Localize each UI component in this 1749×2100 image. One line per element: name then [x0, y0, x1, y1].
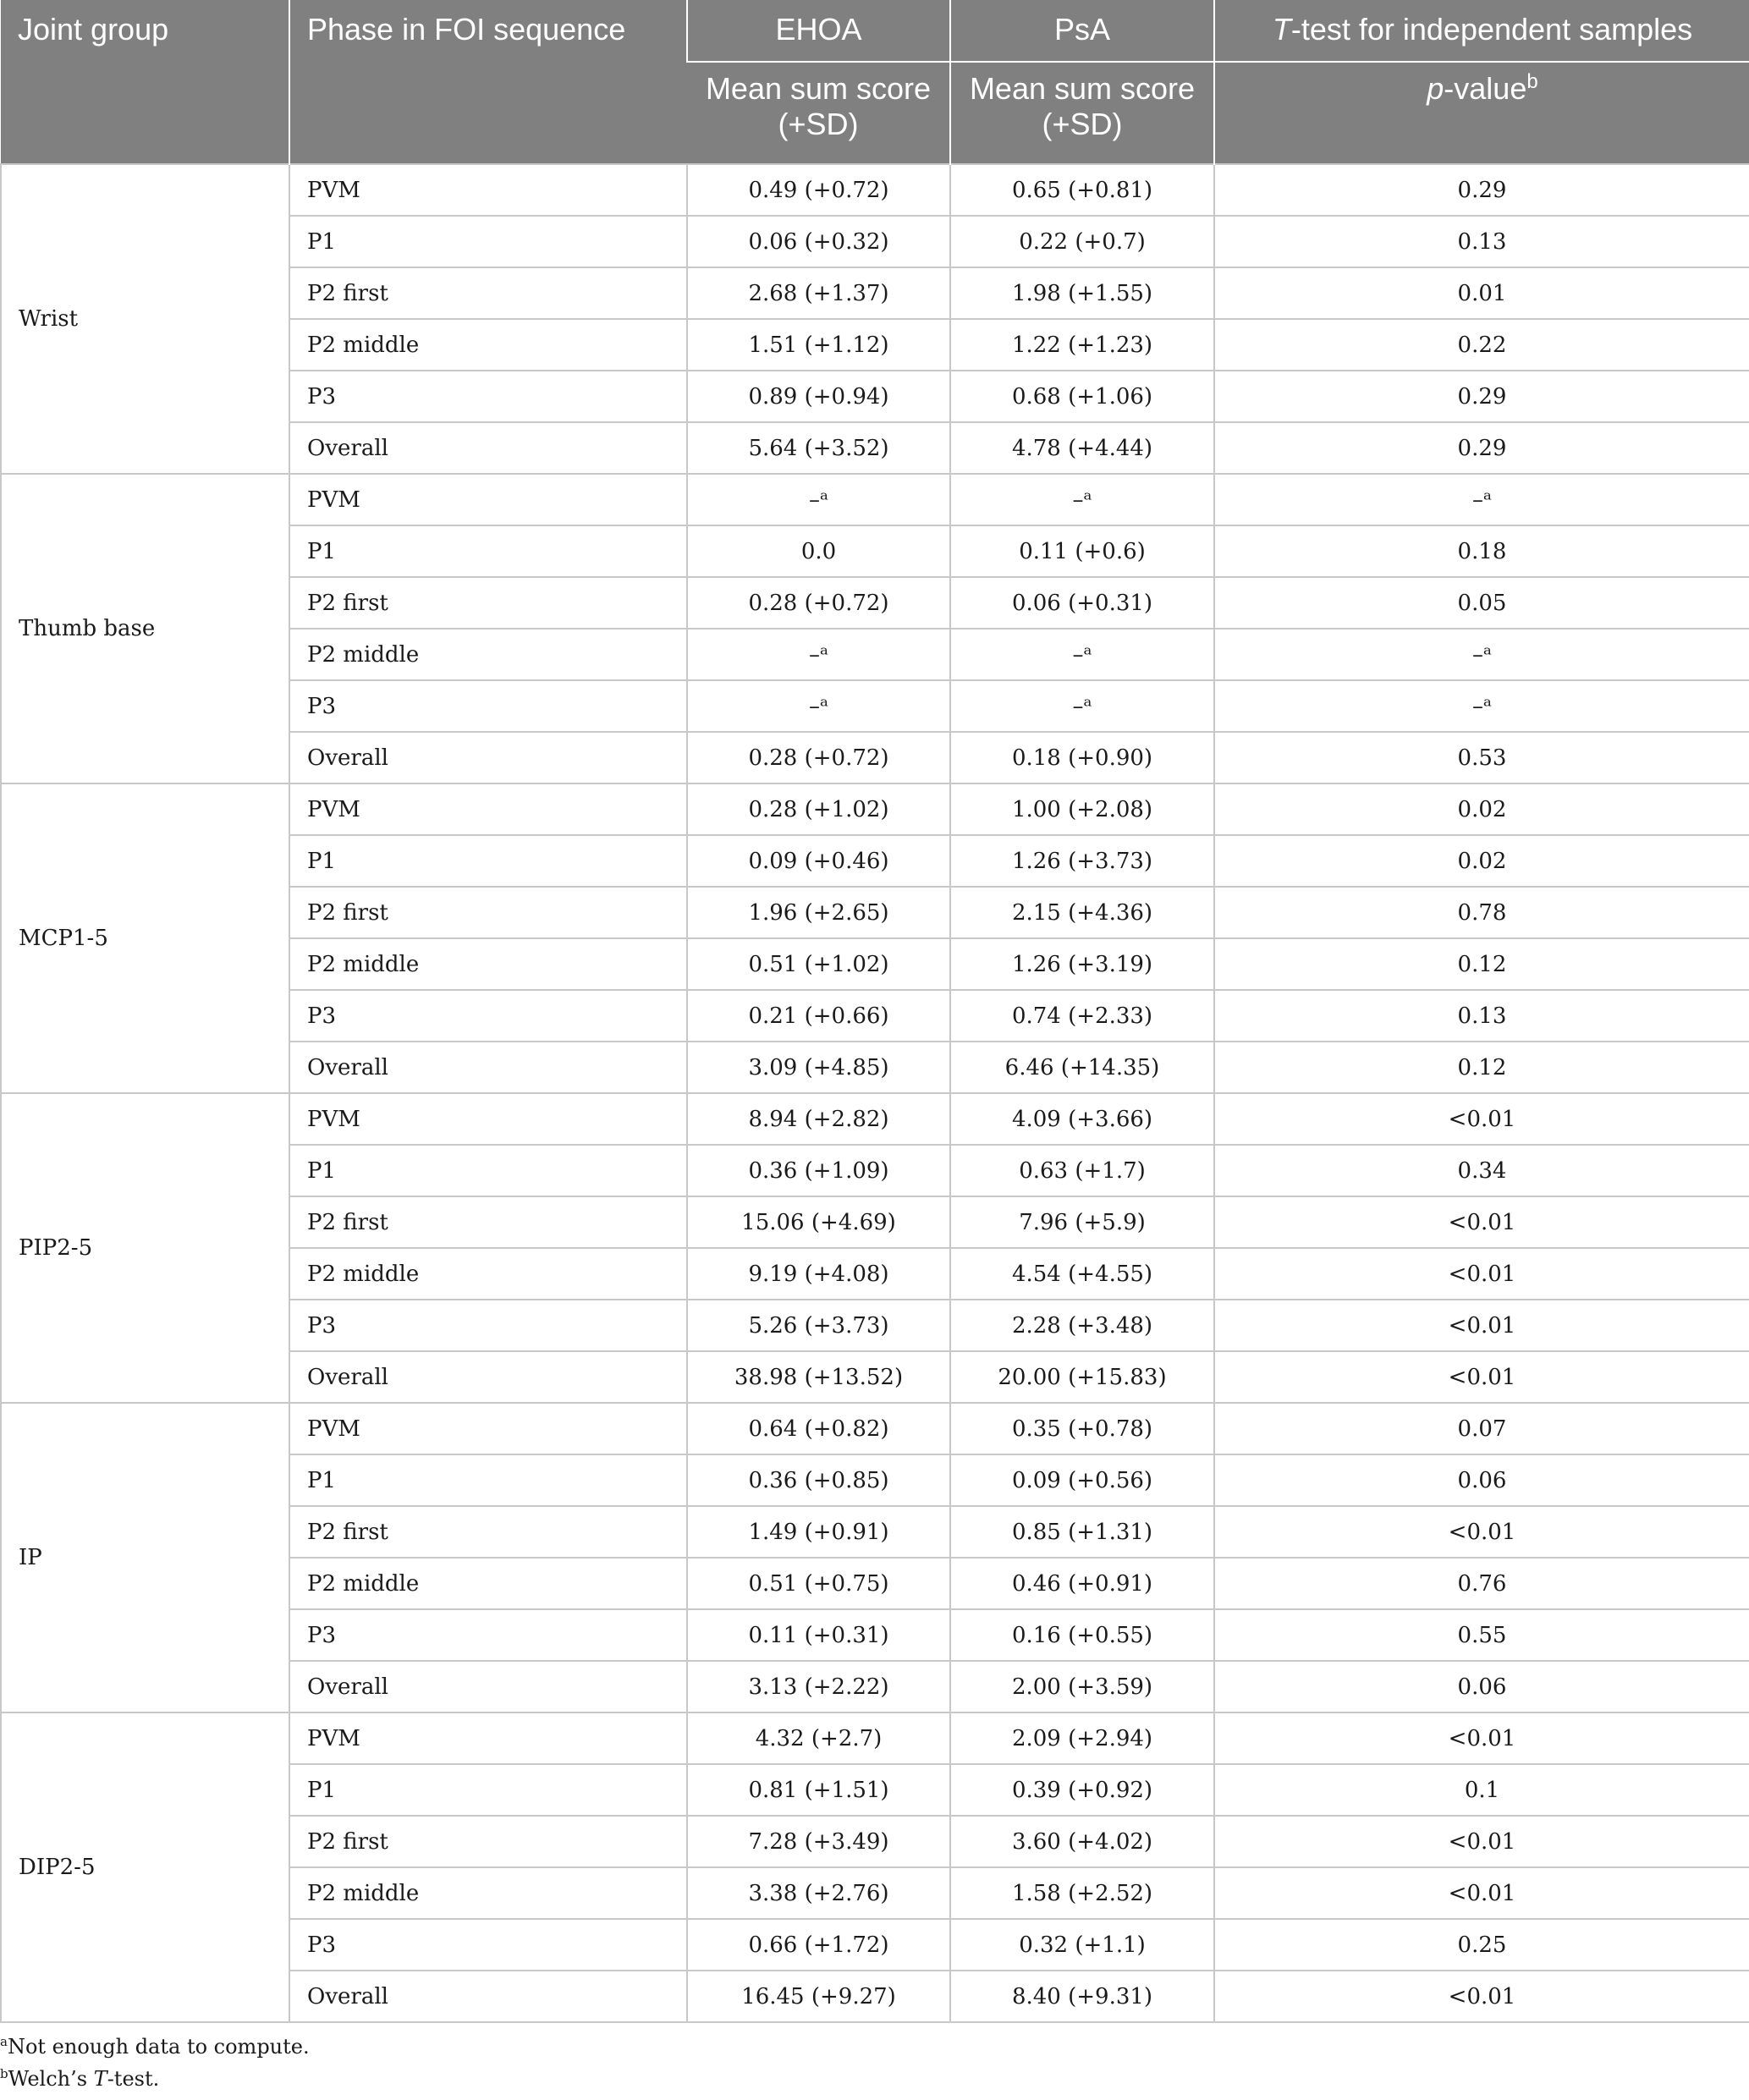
joint-group-cell: PIP2-5	[1, 1093, 289, 1403]
ehoa-cell: 0.0	[687, 525, 950, 577]
phase-cell: PVM	[289, 164, 687, 216]
pvalue-cell: 0.06	[1214, 1661, 1749, 1712]
header-ttest-italic: T	[1272, 12, 1291, 47]
phase-cell: Overall	[289, 1971, 687, 2022]
ehoa-cell: 0.51 (+0.75)	[687, 1558, 950, 1609]
header-ttest	[1214, 0, 1749, 62]
ehoa-cell: 15.06 (+4.69)	[687, 1196, 950, 1248]
header-phase: Phase in FOI sequence	[289, 0, 687, 164]
phase-cell: PVM	[289, 474, 687, 525]
header-joint-group: Joint group	[1, 0, 289, 164]
pvalue-cell: <0.01	[1214, 1196, 1749, 1248]
ehoa-cell: 5.64 (+3.52)	[687, 422, 950, 474]
psa-cell: 0.35 (+0.78)	[950, 1403, 1214, 1454]
pvalue-cell: <0.01	[1214, 1867, 1749, 1919]
footnote-a-mark: a	[0, 2034, 8, 2049]
phase-cell: P1	[289, 1454, 687, 1506]
footnotes	[0, 2031, 310, 2095]
pvalue-cell: 0.76	[1214, 1558, 1749, 1609]
psa-cell: 0.32 (+1.1)	[950, 1919, 1214, 1971]
phase-cell: P1	[289, 525, 687, 577]
header-ehoa: EHOA	[687, 0, 950, 62]
pvalue-cell: 0.29	[1214, 164, 1749, 216]
pvalue-cell: 0.02	[1214, 783, 1749, 835]
psa-cell: 0.11 (+0.6)	[950, 525, 1214, 577]
pvalue-cell: 0.13	[1214, 216, 1749, 267]
psa-cell: 0.22 (+0.7)	[950, 216, 1214, 267]
ehoa-cell: –ᵃ	[687, 474, 950, 525]
ehoa-cell: 0.21 (+0.66)	[687, 990, 950, 1042]
pvalue-cell: 0.25	[1214, 1919, 1749, 1971]
pvalue-cell: –ᵃ	[1214, 474, 1749, 525]
phase-cell: PVM	[289, 783, 687, 835]
footnote-a	[0, 2031, 310, 2063]
phase-cell: P2 middle	[289, 938, 687, 990]
pvalue-cell: 0.13	[1214, 990, 1749, 1042]
phase-cell: P2 first	[289, 887, 687, 938]
phase-cell: P3	[289, 1609, 687, 1661]
psa-cell: 4.54 (+4.55)	[950, 1248, 1214, 1300]
phase-cell: P2 middle	[289, 1248, 687, 1300]
ehoa-cell: 1.49 (+0.91)	[687, 1506, 950, 1558]
ehoa-cell: 16.45 (+9.27)	[687, 1971, 950, 2022]
ehoa-cell: 0.28 (+0.72)	[687, 577, 950, 629]
joint-group-cell: MCP1-5	[1, 783, 289, 1093]
joint-group-cell: Thumb base	[1, 474, 289, 783]
psa-cell: 1.98 (+1.55)	[950, 267, 1214, 319]
psa-cell: 8.40 (+9.31)	[950, 1971, 1214, 2022]
ehoa-cell: 0.28 (+0.72)	[687, 732, 950, 783]
pvalue-cell: 0.02	[1214, 835, 1749, 887]
pvalue-cell: 0.78	[1214, 887, 1749, 938]
phase-cell: P2 first	[289, 1816, 687, 1867]
psa-cell: 0.68 (+1.06)	[950, 371, 1214, 422]
footnote-b-text-italic: T	[93, 2067, 107, 2091]
footnote-a-text: Not enough data to compute.	[7, 2035, 310, 2059]
ehoa-cell: 1.51 (+1.12)	[687, 319, 950, 371]
psa-cell: 2.00 (+3.59)	[950, 1661, 1214, 1712]
footnote-b-mark: b	[0, 2066, 8, 2081]
phase-cell: P2 first	[289, 1506, 687, 1558]
header-row	[1, 0, 1749, 62]
phase-cell: P2 middle	[289, 1558, 687, 1609]
psa-cell: 0.06 (+0.31)	[950, 577, 1214, 629]
ehoa-cell: 0.49 (+0.72)	[687, 164, 950, 216]
pvalue-cell: 0.01	[1214, 267, 1749, 319]
phase-cell: P3	[289, 990, 687, 1042]
phase-cell: P1	[289, 216, 687, 267]
ehoa-cell: 0.09 (+0.46)	[687, 835, 950, 887]
psa-cell: 0.65 (+0.81)	[950, 164, 1214, 216]
pvalue-cell: 0.29	[1214, 371, 1749, 422]
phase-cell: Overall	[289, 422, 687, 474]
ehoa-cell: 38.98 (+13.52)	[687, 1351, 950, 1403]
psa-cell: 0.09 (+0.56)	[950, 1454, 1214, 1506]
phase-cell: P2 middle	[289, 629, 687, 680]
table-row	[1, 783, 1749, 835]
psa-cell: 1.26 (+3.19)	[950, 938, 1214, 990]
psa-cell: 0.18 (+0.90)	[950, 732, 1214, 783]
phase-cell: Overall	[289, 732, 687, 783]
psa-cell: –ᵃ	[950, 629, 1214, 680]
ehoa-cell: 0.06 (+0.32)	[687, 216, 950, 267]
phase-cell: P2 middle	[289, 1867, 687, 1919]
psa-cell: 0.46 (+0.91)	[950, 1558, 1214, 1609]
ehoa-cell: 2.68 (+1.37)	[687, 267, 950, 319]
psa-cell: 1.58 (+2.52)	[950, 1867, 1214, 1919]
psa-cell: 0.74 (+2.33)	[950, 990, 1214, 1042]
subheader-ehoa: Mean sum score (+SD)	[687, 62, 950, 164]
pvalue-cell: <0.01	[1214, 1506, 1749, 1558]
phase-cell: P1	[289, 1764, 687, 1816]
psa-cell: 3.60 (+4.02)	[950, 1816, 1214, 1867]
pvalue-cell: <0.01	[1214, 1248, 1749, 1300]
table-row	[1, 164, 1749, 216]
ehoa-cell: 9.19 (+4.08)	[687, 1248, 950, 1300]
phase-cell: P3	[289, 680, 687, 732]
psa-cell: 7.96 (+5.9)	[950, 1196, 1214, 1248]
ehoa-cell: 4.32 (+2.7)	[687, 1712, 950, 1764]
phase-cell: Overall	[289, 1351, 687, 1403]
psa-cell: 20.00 (+15.83)	[950, 1351, 1214, 1403]
psa-cell: 4.78 (+4.44)	[950, 422, 1214, 474]
psa-cell: 0.63 (+1.7)	[950, 1145, 1214, 1196]
subheader-pvalue	[1214, 62, 1749, 164]
joint-group-cell: DIP2-5	[1, 1712, 289, 2022]
ehoa-cell: 0.11 (+0.31)	[687, 1609, 950, 1661]
footnote-b-text-pre: Welch’s	[8, 2067, 94, 2091]
phase-cell: P2 first	[289, 1196, 687, 1248]
subheader-psa: Mean sum score (+SD)	[950, 62, 1214, 164]
ehoa-cell: 8.94 (+2.82)	[687, 1093, 950, 1145]
psa-cell: –ᵃ	[950, 680, 1214, 732]
table-row	[1, 474, 1749, 525]
phase-cell: P3	[289, 1300, 687, 1351]
ehoa-cell: 3.13 (+2.22)	[687, 1661, 950, 1712]
phase-cell: PVM	[289, 1712, 687, 1764]
psa-cell: –ᵃ	[950, 474, 1214, 525]
ehoa-cell: 0.64 (+0.82)	[687, 1403, 950, 1454]
phase-cell: Overall	[289, 1661, 687, 1712]
pvalue-cell: –ᵃ	[1214, 680, 1749, 732]
joint-group-cell: IP	[1, 1403, 289, 1712]
pvalue-cell: 0.1	[1214, 1764, 1749, 1816]
psa-cell: 2.15 (+4.36)	[950, 887, 1214, 938]
ehoa-cell: 0.66 (+1.72)	[687, 1919, 950, 1971]
psa-cell: 6.46 (+14.35)	[950, 1042, 1214, 1093]
ehoa-cell: 0.89 (+0.94)	[687, 371, 950, 422]
joint-group-cell: Wrist	[1, 164, 289, 474]
ehoa-cell: 0.36 (+1.09)	[687, 1145, 950, 1196]
footnote-b	[0, 2063, 310, 2095]
pvalue-cell: <0.01	[1214, 1971, 1749, 2022]
header-ttest-rest: -test for independent samples	[1290, 12, 1693, 47]
psa-cell: 2.09 (+2.94)	[950, 1712, 1214, 1764]
ehoa-cell: 7.28 (+3.49)	[687, 1816, 950, 1867]
pvalue-cell: 0.53	[1214, 732, 1749, 783]
footnote-b-text-post: -test.	[107, 2067, 160, 2091]
psa-cell: 1.00 (+2.08)	[950, 783, 1214, 835]
pvalue-cell: 0.06	[1214, 1454, 1749, 1506]
pvalue-cell: 0.18	[1214, 525, 1749, 577]
phase-cell: PVM	[289, 1093, 687, 1145]
psa-cell: 0.16 (+0.55)	[950, 1609, 1214, 1661]
ehoa-cell: 0.81 (+1.51)	[687, 1764, 950, 1816]
ehoa-cell: –ᵃ	[687, 680, 950, 732]
ehoa-cell: 1.96 (+2.65)	[687, 887, 950, 938]
phase-cell: P3	[289, 1919, 687, 1971]
pvalue-cell: <0.01	[1214, 1816, 1749, 1867]
pvalue-cell: <0.01	[1214, 1712, 1749, 1764]
phase-cell: P1	[289, 1145, 687, 1196]
phase-cell: P2 middle	[289, 319, 687, 371]
table-body	[1, 164, 1749, 2022]
phase-cell: P2 first	[289, 577, 687, 629]
subheader-pvalue-rest: -value	[1444, 71, 1527, 106]
pvalue-cell: 0.29	[1214, 422, 1749, 474]
phase-cell: P3	[289, 371, 687, 422]
ehoa-cell: –ᵃ	[687, 629, 950, 680]
ehoa-cell: 3.38 (+2.76)	[687, 1867, 950, 1919]
pvalue-cell: –ᵃ	[1214, 629, 1749, 680]
table-row	[1, 1403, 1749, 1454]
pvalue-cell: 0.07	[1214, 1403, 1749, 1454]
subheader-pvalue-italic: p	[1427, 71, 1444, 106]
table-row	[1, 1093, 1749, 1145]
pvalue-cell: <0.01	[1214, 1093, 1749, 1145]
pvalue-cell: 0.05	[1214, 577, 1749, 629]
subheader-pvalue-sup: b	[1526, 70, 1538, 93]
pvalue-cell: 0.55	[1214, 1609, 1749, 1661]
psa-cell: 0.39 (+0.92)	[950, 1764, 1214, 1816]
pvalue-cell: 0.12	[1214, 938, 1749, 990]
psa-cell: 0.85 (+1.31)	[950, 1506, 1214, 1558]
phase-cell: P2 first	[289, 267, 687, 319]
pvalue-cell: 0.34	[1214, 1145, 1749, 1196]
pvalue-cell: <0.01	[1214, 1300, 1749, 1351]
pvalue-cell: 0.12	[1214, 1042, 1749, 1093]
phase-cell: P1	[289, 835, 687, 887]
phase-cell: Overall	[289, 1042, 687, 1093]
ehoa-cell: 5.26 (+3.73)	[687, 1300, 950, 1351]
table-row	[1, 1712, 1749, 1764]
pvalue-cell: 0.22	[1214, 319, 1749, 371]
ehoa-cell: 3.09 (+4.85)	[687, 1042, 950, 1093]
ehoa-cell: 0.28 (+1.02)	[687, 783, 950, 835]
psa-cell: 1.22 (+1.23)	[950, 319, 1214, 371]
ehoa-cell: 0.51 (+1.02)	[687, 938, 950, 990]
pvalue-cell: <0.01	[1214, 1351, 1749, 1403]
ehoa-cell: 0.36 (+0.85)	[687, 1454, 950, 1506]
psa-cell: 1.26 (+3.73)	[950, 835, 1214, 887]
psa-cell: 2.28 (+3.48)	[950, 1300, 1214, 1351]
phase-cell: PVM	[289, 1403, 687, 1454]
header-psa: PsA	[950, 0, 1214, 62]
psa-cell: 4.09 (+3.66)	[950, 1093, 1214, 1145]
